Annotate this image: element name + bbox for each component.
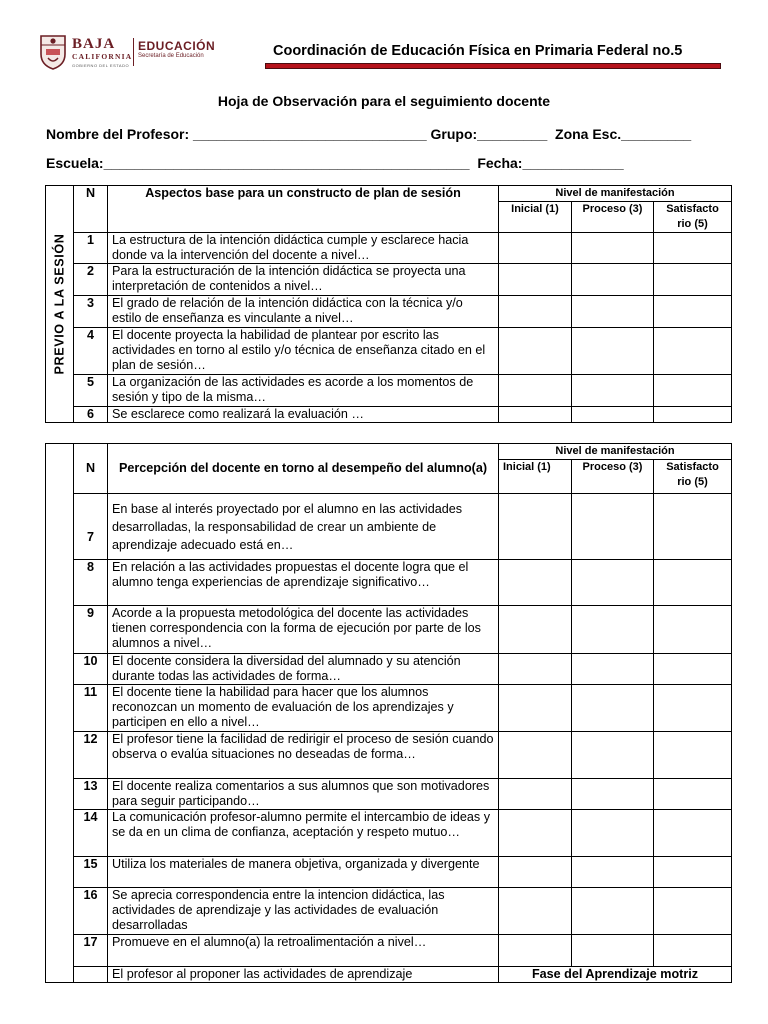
level-header: Nivel de manifestación [499, 186, 732, 202]
process-rating-cell[interactable] [572, 732, 654, 779]
pre-session-side-label: PREVIO A LA SESIÓN [52, 233, 66, 375]
row-number: 12 [74, 732, 108, 779]
table-row [46, 967, 732, 983]
process-rating-cell[interactable] [572, 233, 654, 264]
row-number: 5 [74, 375, 108, 407]
satisfactory-rating-cell[interactable] [654, 654, 732, 685]
satisfactory-rating-cell[interactable] [654, 328, 732, 375]
table-row [46, 654, 732, 685]
process-rating-cell[interactable] [572, 935, 654, 967]
header-title: Coordinación de Educación Física en Primaria Federal no.5 [273, 43, 683, 59]
process-rating-cell[interactable] [572, 779, 654, 810]
table-row [46, 328, 732, 375]
process-rating-cell[interactable] [572, 560, 654, 606]
header-accent-rule [265, 63, 721, 69]
row-number-blank [74, 967, 108, 983]
satisfactory-rating-cell[interactable] [654, 233, 732, 264]
process-rating-cell[interactable] [572, 296, 654, 328]
process-rating-cell[interactable] [572, 407, 654, 423]
row-number: 10 [74, 654, 108, 685]
observation-table-student-performance [45, 443, 732, 983]
table-row [46, 857, 732, 888]
table-row [46, 935, 732, 967]
row-number: 1 [74, 233, 108, 264]
row-text: Se aprecia correspondencia entre la intencion didáctica, las actividades de aprendizaje y las actividades de evaluación desarrolladas [108, 888, 499, 935]
row-number: 13 [74, 779, 108, 810]
row-text: Utiliza los materiales de manera objetiva, organizada y divergente [108, 857, 499, 888]
satisfactory-rating-cell[interactable] [654, 560, 732, 606]
row-text: El docente considera la diversidad del alumnado y su atención durante todas las actividades de forma… [108, 654, 499, 685]
satisfactory-rating-cell[interactable] [654, 494, 732, 560]
process-rating-cell[interactable] [572, 685, 654, 732]
table-row [46, 233, 732, 264]
brand-separator [133, 38, 134, 66]
satisfactory-rating-cell[interactable] [654, 264, 732, 296]
level-initial: Inicial (1) [499, 202, 572, 233]
initial-rating-cell[interactable] [499, 407, 572, 423]
row-text: En relación a las actividades propuestas el docente logra que el alumno tenga experiencias de aprendizaje significativo… [108, 560, 499, 606]
initial-rating-cell[interactable] [499, 606, 572, 654]
row-text: Para la estructuración de la intención didáctica se proyecta una interpretación de contenidos a nivel… [108, 264, 499, 296]
initial-rating-cell[interactable] [499, 810, 572, 857]
initial-rating-cell[interactable] [499, 935, 572, 967]
satisfactory-rating-cell[interactable] [654, 857, 732, 888]
row-text: El grado de relación de la intención didáctica con la técnica y/o estilo de enseñanza es vinculante a nivel… [108, 296, 499, 328]
satisfactory-rating-cell[interactable] [654, 685, 732, 732]
initial-rating-cell[interactable] [499, 264, 572, 296]
brand-state-sub: CALIFORNIA [72, 52, 133, 61]
row-number: 3 [74, 296, 108, 328]
process-rating-cell[interactable] [572, 606, 654, 654]
satisfactory-rating-cell[interactable] [654, 779, 732, 810]
observation-table-pre-session [45, 185, 732, 423]
row-number: 4 [74, 328, 108, 375]
satisfactory-rating-cell[interactable] [654, 935, 732, 967]
aspect-header: Aspectos base para un constructo de plan de sesión [108, 186, 499, 233]
satisfactory-rating-cell[interactable] [654, 407, 732, 423]
initial-rating-cell[interactable] [499, 296, 572, 328]
initial-rating-cell[interactable] [499, 654, 572, 685]
level-process: Proceso (3) [572, 460, 654, 494]
brand-department: EDUCACIÓN [138, 39, 216, 53]
pre-session-side-label-cell [46, 186, 74, 423]
process-rating-cell[interactable] [572, 888, 654, 935]
level-satisfactory: Satisfacto rio (5) [654, 202, 732, 233]
table-row [46, 888, 732, 935]
phase-label: Fase del Aprendizaje motriz [499, 967, 732, 983]
table-row [46, 685, 732, 732]
row-text: La organización de las actividades es acorde a los momentos de sesión y tipo de la misma… [108, 375, 499, 407]
process-rating-cell[interactable] [572, 494, 654, 560]
table-row [46, 810, 732, 857]
initial-rating-cell[interactable] [499, 732, 572, 779]
satisfactory-rating-cell[interactable] [654, 888, 732, 935]
initial-rating-cell[interactable] [499, 375, 572, 407]
table-row [46, 407, 732, 423]
row-number: 9 [74, 606, 108, 654]
satisfactory-rating-cell[interactable] [654, 375, 732, 407]
row-text: La estructura de la intención didáctica cumple y esclarece hacia donde va la intervención del docente a nivel… [108, 233, 499, 264]
row-text: El docente realiza comentarios a sus alumnos que son motivadores para seguir participando… [108, 779, 499, 810]
row-number: 16 [74, 888, 108, 935]
row-text: La comunicación profesor-alumno permite el intercambio de ideas y se da en un clima de confianza, aceptación y respeto mutuo… [108, 810, 499, 857]
n-header: N [74, 444, 108, 494]
level-satisfactory: Satisfacto rio (5) [654, 460, 732, 494]
row-number: 2 [74, 264, 108, 296]
row-text: En base al interés proyectado por el alumno en las actividades desarrolladas, la responsabilidad de crear un ambiente de aprendizaje adecuado está en… [108, 494, 499, 560]
initial-rating-cell[interactable] [499, 779, 572, 810]
n-header: N [74, 186, 108, 233]
table-row [46, 494, 732, 560]
initial-rating-cell[interactable] [499, 857, 572, 888]
process-rating-cell[interactable] [572, 375, 654, 407]
initial-rating-cell[interactable] [499, 494, 572, 560]
aspect-header: Percepción del docente en torno al desempeño del alumno(a) [108, 444, 499, 494]
row-text: Se esclarece como realizará la evaluación … [108, 407, 499, 423]
form-line-school-date: Escuela:_______________________________________________ Fecha:_____________ [46, 155, 624, 171]
satisfactory-rating-cell[interactable] [654, 296, 732, 328]
initial-rating-cell[interactable] [499, 328, 572, 375]
process-rating-cell[interactable] [572, 857, 654, 888]
process-rating-cell[interactable] [572, 264, 654, 296]
table-row [46, 606, 732, 654]
level-process: Proceso (3) [572, 202, 654, 233]
process-rating-cell[interactable] [572, 810, 654, 857]
initial-rating-cell[interactable] [499, 685, 572, 732]
satisfactory-rating-cell[interactable] [654, 732, 732, 779]
row-text: El profesor tiene la facilidad de redirigir el proceso de sesión cuando observa o evalúa situaciones no deseadas de forma… [108, 732, 499, 779]
baja-california-education-logo [38, 33, 223, 73]
table-row [46, 296, 732, 328]
row-text: Promueve en el alumno(a) la retroalimentación a nivel… [108, 935, 499, 967]
brand-department-sub: Secretaría de Educación [138, 53, 204, 59]
state-shield-icon [38, 33, 68, 71]
satisfactory-rating-cell[interactable] [654, 606, 732, 654]
process-rating-cell[interactable] [572, 328, 654, 375]
level-header: Nivel de manifestación [499, 444, 732, 460]
brand-government: GOBIERNO DEL ESTADO [72, 63, 130, 68]
row-number: 17 [74, 935, 108, 967]
row-number: 14 [74, 810, 108, 857]
row-text: El profesor al proponer las actividades de aprendizaje [108, 967, 499, 983]
row-text: El docente proyecta la habilidad de plantear por escrito las actividades en torno al estilo y/o técnica de enseñanza citado en el plan de sesión… [108, 328, 499, 375]
row-number: 7 [74, 494, 108, 560]
table-row [46, 375, 732, 407]
table-row [46, 264, 732, 296]
initial-rating-cell[interactable] [499, 888, 572, 935]
side-blank-cell [46, 444, 74, 983]
row-text: Acorde a la propuesta metodológica del docente las actividades tienen correspondencia con la forma de ejecución por parte de los alumnos a nivel… [108, 606, 499, 654]
form-line-teacher-group-zone: Nombre del Profesor: ______________________________ Grupo:_________ Zona Esc._________ [46, 126, 692, 142]
row-number: 11 [74, 685, 108, 732]
form-title: Hoja de Observación para el seguimiento docente [217, 93, 551, 109]
process-rating-cell[interactable] [572, 654, 654, 685]
brand-state-name: BAJA [72, 36, 116, 52]
initial-rating-cell[interactable] [499, 560, 572, 606]
row-number: 8 [74, 560, 108, 606]
initial-rating-cell[interactable] [499, 233, 572, 264]
table-row [46, 560, 732, 606]
table-row [46, 779, 732, 810]
row-number: 15 [74, 857, 108, 888]
level-initial: Inicial (1) [499, 460, 572, 494]
satisfactory-rating-cell[interactable] [654, 810, 732, 857]
table-row [46, 732, 732, 779]
row-number: 6 [74, 407, 108, 423]
row-text: El docente tiene la habilidad para hacer que los alumnos reconozcan un momento de evaluación de los aprendizajes y participen en ello a nivel… [108, 685, 499, 732]
